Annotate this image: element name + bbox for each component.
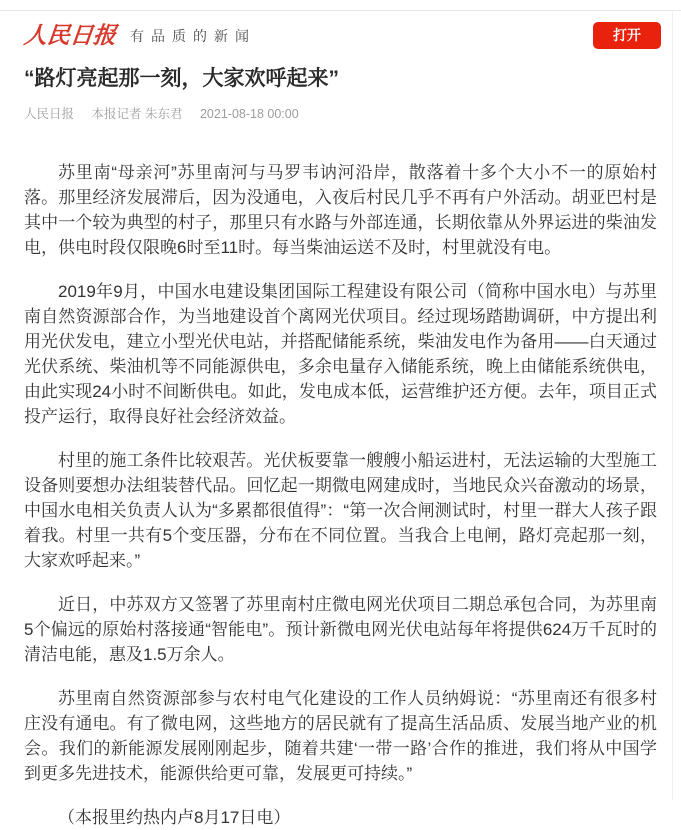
open-app-button[interactable]: 打开 bbox=[593, 22, 661, 49]
top-divider bbox=[0, 0, 681, 11]
peoples-daily-logo[interactable] bbox=[22, 22, 256, 50]
article-paragraph: 村里的施工条件比较艰苦。光伏板要靠一艘艘小船运进村，无法运输的大型施工设备则要想办法组装替代品。回忆起一期微电网建成时，当地民众兴奋激动的场景，中国水电相关负责人认为“多累都很值得”：“第一次合闸测试时，村里一群大人孩子跟着我。村里一共有5个变压器，分布在不同位置。当我合上电闸，路灯亮起那一刻，大家欢呼起来。” bbox=[24, 450, 657, 570]
byline-reporter: 本报记者 朱东君 bbox=[91, 106, 183, 121]
article-content bbox=[0, 64, 681, 829]
logo-wordmark: 人民日报 bbox=[22, 22, 118, 50]
byline-datetime: 2021-08-18 00:00 bbox=[199, 106, 299, 121]
article-paragraph: 近日，中苏双方又签署了苏里南村庄微电网光伏项目二期总承包合同，为苏里南5个偏远的原始村落接通“智能电”。预计新微电网光伏电站每年将提供624万千瓦时的清洁电能，惠及1.5万余人。 bbox=[24, 594, 657, 664]
article-title: “路灯亮起那一刻，大家欢呼起来” bbox=[24, 67, 339, 91]
site-tagline: 有品质的新闻 bbox=[130, 27, 256, 44]
article-paragraph: 2019年9月，中国水电建设集团国际工程建设有限公司（简称中国水电）与苏里南自然资源部合作，为当地建设首个离网光伏项目。经过现场踏勘调研，中方提出利用光伏发电，建立小型光伏电站，并搭配储能系统，柴油发电作为备用——白天通过光伏系统、柴油机等不同能源供电，多余电量存入储能系统，晚上由储能系统供电，由此实现24小时不间断供电。如此，发电成本低，运营维护还方便。去年，项目正式投产运行，取得良好社会经济效益。 bbox=[24, 281, 657, 426]
article-body bbox=[24, 160, 657, 830]
right-edge-line bbox=[672, 10, 673, 800]
byline-source: 人民日报 bbox=[24, 106, 75, 121]
article-paragraph: 苏里南自然资源部参与农村电气化建设的工作人员纳姆说：“苏里南还有很多村庄没有通电。有了微电网，这些地方的居民就有了提高生活品质、发展当地产业的机会。我们的新能源发展刚刚起步，随着共建‘一带一路’合作的推进，我们将从中国学到更多先进技术，能源供给更可靠，发展更可持续。” bbox=[24, 688, 657, 783]
article-paragraph: （本报里约热内卢8月17日电） bbox=[58, 807, 291, 827]
article-byline bbox=[24, 106, 657, 122]
site-header bbox=[0, 11, 681, 57]
article-paragraph: 苏里南“母亲河”苏里南河与马罗韦讷河沿岸，散落着十多个大小不一的原始村落。那里经济发展滞后，因为没通电，入夜后村民几乎不再有户外活动。胡亚巴村是其中一个较为典型的村子，那里只有水路与外部连通，长期依靠从外界运进的柴油发电，供电时段仅限晚6时至11时。每当柴油运送不及时，村里就没有电。 bbox=[24, 162, 657, 257]
